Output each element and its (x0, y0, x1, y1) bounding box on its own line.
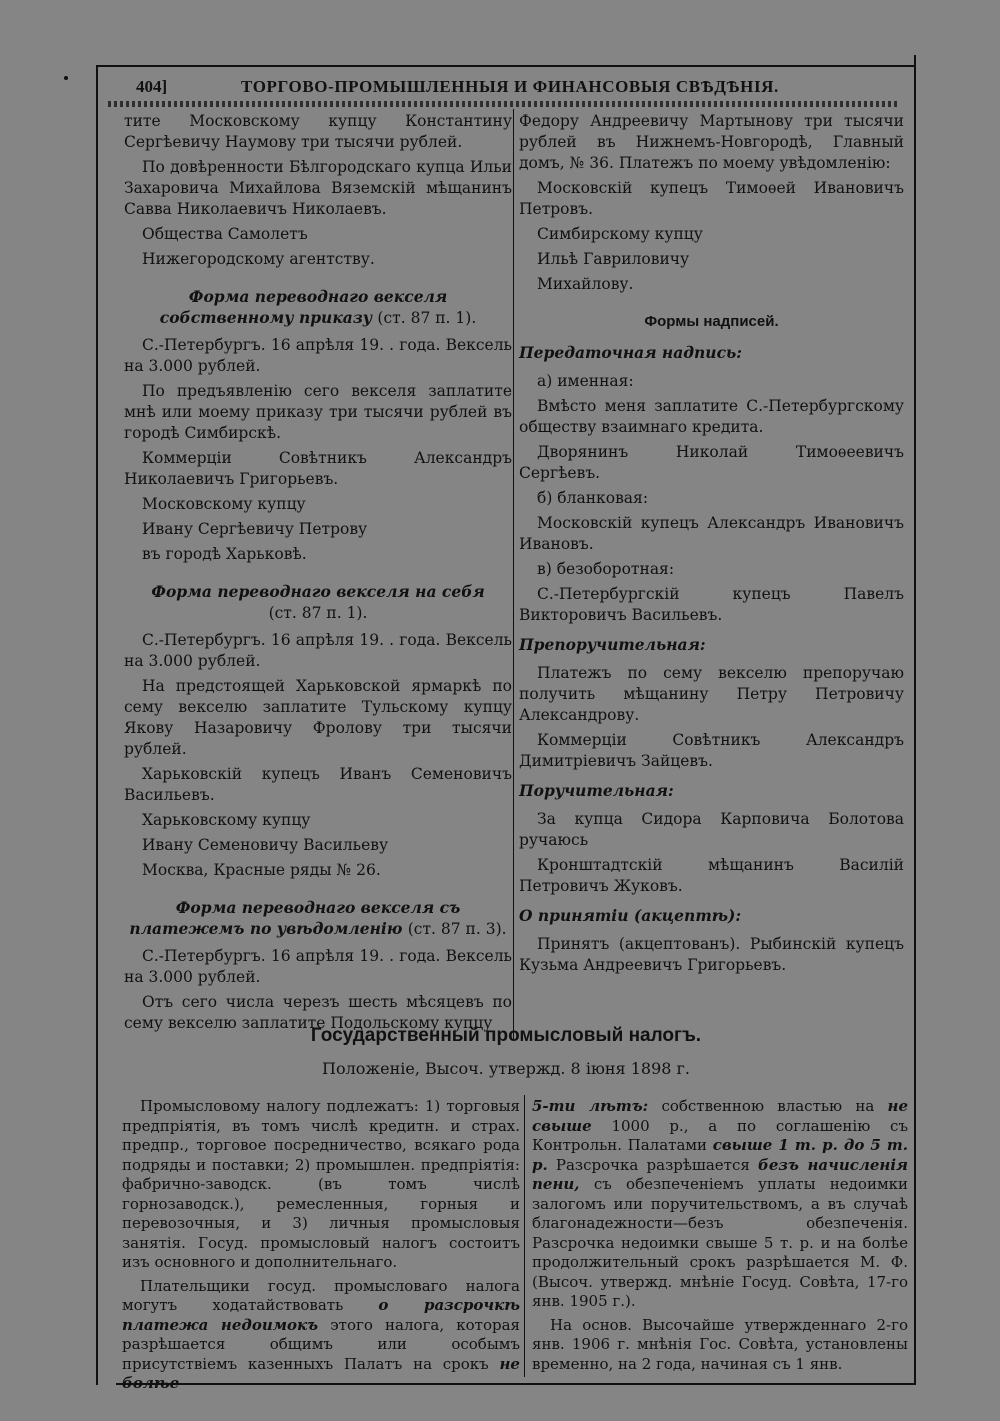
paragraph: На предстоящей Харьковской ярмаркѣ по сему векселю заплатите Тульскому купцу Якову Назаровичу Фролову три тысячи рублей. (124, 677, 512, 758)
paragraph: Промысловому налогу подлежатъ: 1) торговыя предпріятія, въ томъ числѣ кредитн. и страх. предпр., торговое посредничество, всякаго рода подряды и поставки; 2) промышлен. предпріятія: фабрично-заводск. (въ томъ числѣ горнозаводск.), ремесленныя, горныя и перевозочныя, и 3) личныя промысловыя занятія. Госуд. промысловый налогъ состоитъ изъ основного и дополнительнаго. (122, 1097, 520, 1271)
paragraph: На основ. Высочайше утвержденнаго 2-го янв. 1906 г. мнѣнія Гос. Совѣта, установлены временно, на 2 года, начиная съ 1 янв. (532, 1315, 908, 1373)
paragraph: в) безоборотная: (537, 560, 675, 578)
page-speck (64, 76, 68, 80)
text-run: Плательщики госуд. промысловаго налога могутъ ходатайствовать (122, 1276, 520, 1314)
form-heading-title: Форма переводнаго векселя на себя (151, 582, 485, 601)
emphasis: о разсрочкѣ платежа недоимокъ (122, 1296, 520, 1334)
paragraph: Московскому купцу (142, 495, 306, 513)
paragraph: Московскій купецъ Александръ Ивановичъ Ивановъ. (519, 514, 904, 553)
book-page (96, 55, 916, 1392)
frame-left-rule (96, 65, 98, 1385)
paragraph: По довѣренности Бѣлгородскаго купца Ильи Захаровича Михайлова Вяземскій мѣщанинъ Савва Николаевичъ Николаевъ. (124, 158, 512, 218)
paragraph (532, 1097, 908, 1312)
frame-top-rule (96, 65, 916, 67)
form-heading-ref: (ст. 87 п. 1). (268, 604, 368, 622)
text-run: 1000 р., а по соглашенію съ Контрольн. Палатами (532, 1116, 908, 1154)
paragraph: За купца Сидора Карповича Болотова ручаюсь (519, 810, 904, 849)
emphasis: не свыше (532, 1097, 909, 1135)
form-heading-title: Форма переводнаго векселя собственному приказу (159, 287, 448, 327)
paragraph: Принятъ (акцептованъ). Рыбинскій купецъ Кузьма Андреевичъ Григорьевъ. (519, 935, 904, 974)
paragraph: Ивану Семеновичу Васильеву (142, 836, 389, 854)
paragraph: Михайлову. (537, 275, 634, 293)
paragraph: а) именная: (537, 372, 634, 390)
tax-left-column (122, 1097, 520, 1398)
emphasis: 5-ти лѣтъ: (532, 1097, 649, 1115)
column-divider (524, 1095, 525, 1377)
form-heading-ref: (ст. 87 п. 1). (377, 309, 477, 327)
form-heading (124, 581, 512, 624)
section-subtitle: Положеніе, Высоч. утвержд. 8 іюня 1898 г. (322, 1059, 690, 1078)
paragraph: Ильѣ Гавриловичу (537, 250, 690, 268)
emphasis: свыше 1 т. р. до 5 т. р. (532, 1136, 908, 1174)
paragraph: Московскій купецъ Тимоѳей Ивановичъ Петровъ. (519, 179, 904, 218)
text-run: Разсрочка разрѣшается (555, 1155, 750, 1174)
paragraph: С.-Петербургскій купецъ Павелъ Викторовичъ Васильевъ. (519, 585, 904, 624)
paragraph: Симбирскому купцу (537, 225, 703, 243)
text-run: съ обезпеченіемъ уплаты недоимки залогомъ или поручительствомъ, а въ случаѣ благонадежности—безъ обезпеченія. Разсрочка недоимки свыше 5 т. р. и на болѣе продолжительный срокъ разрѣшается М. Ф. (Высоч. утвержд. мнѣніе Госуд. Совѣта, 17-го янв. 1905 г.). (532, 1175, 908, 1310)
paragraph: Отъ сего числа черезъ шесть мѣсяцевъ по сему векселю заплатите Подольскому купцу (124, 993, 512, 1032)
form-heading (124, 286, 512, 329)
left-column (124, 111, 512, 1038)
paragraph: По предъявленію сего векселя заплатите мнѣ или моему приказу три тысячи рублей въ городѣ Симбирскѣ. (124, 382, 512, 442)
subheading: О принятіи (акцептѣ): (519, 906, 742, 925)
paragraph: тите Московскому купцу Константину Сергѣевичу Наумову три тысячи рублей. (124, 112, 512, 151)
paragraph: Платежъ по сему векселю препоручаю получить мѣщанину Петру Петровичу Александрову. (519, 664, 904, 724)
form-heading (124, 897, 512, 940)
running-title: ТОРГОВО-ПРОМЫШЛЕННЫЯ И ФИНАНСОВЫЯ СВѢДѢНІЯ. (241, 77, 779, 96)
emphasis: не болѣе (122, 1354, 520, 1392)
paragraph: С.-Петербургъ. 16 апрѣля 19. . года. Вексель на 3.000 рублей. (124, 947, 512, 986)
paragraph: Общества Самолетъ (142, 225, 308, 243)
paragraph: С.-Петербургъ. 16 апрѣля 19. . года. Вексель на 3.000 рублей. (124, 631, 512, 670)
paragraph: въ городѣ Харьковѣ. (142, 545, 307, 563)
subheading: Передаточная надпись: (519, 343, 742, 362)
emphasis: безъ начисленія пени, (532, 1155, 908, 1193)
paragraph: Вмѣсто меня заплатите С.-Петербургскому обществу взаимнаго кредита. (519, 397, 904, 436)
paragraph: Кронштадтскій мѣщанинъ Василій Петровичъ Жуковъ. (519, 856, 904, 895)
right-column (519, 111, 904, 980)
paragraph: Федору Андреевичу Мартынову три тысячи рублей въ Нижнемъ-Новгородѣ, Главный домъ, № 36. Платежъ по моему увѣдомленію: (519, 112, 904, 172)
column-divider (513, 109, 514, 1039)
text-run: этого налога, которая разрѣшается общимъ или особымъ присутствіемъ казенныхъ Палатъ на срокъ (122, 1315, 520, 1373)
paragraph: Москва, Красные ряды № 26. (142, 861, 381, 879)
paragraph: Коммерціи Совѣтникъ Александръ Димитріевичъ Зайцевъ. (519, 731, 904, 770)
tax-right-column (532, 1097, 908, 1378)
paragraph: Ивану Сергѣевичу Петрову (142, 520, 368, 538)
paragraph: б) бланковая: (537, 489, 649, 507)
subheading: Поручительная: (519, 781, 674, 800)
paragraph: Дворянинъ Николай Тимоѳеевичъ Сергѣевъ. (519, 443, 904, 482)
text-run: собственною властью на (661, 1097, 875, 1115)
paragraph: Харьковскому купцу (142, 811, 311, 829)
form-heading-title: Форма переводнаго векселя съ платежемъ по увѣдомленію (129, 898, 461, 938)
section-heading: Формы надписей. (644, 313, 779, 330)
wavy-divider (108, 101, 898, 107)
section-title: Государственный промысловый налогъ. (310, 1025, 702, 1046)
paragraph: С.-Петербургъ. 16 апрѣля 19. . года. Вексель на 3.000 рублей. (124, 336, 512, 375)
paragraph (122, 1277, 520, 1394)
form-heading-ref: (ст. 87 п. 3). (407, 920, 507, 938)
page-number: 404] (136, 77, 168, 96)
paragraph: Коммерціи Совѣтникъ Александръ Николаевичъ Григорьевъ. (124, 449, 512, 488)
frame-right-rule (914, 55, 916, 1385)
paragraph: Нижегородскому агентству. (142, 250, 375, 268)
subheading: Препоручительная: (519, 635, 706, 654)
paragraph: Харьковскій купецъ Иванъ Семеновичъ Васильевъ. (124, 765, 512, 804)
